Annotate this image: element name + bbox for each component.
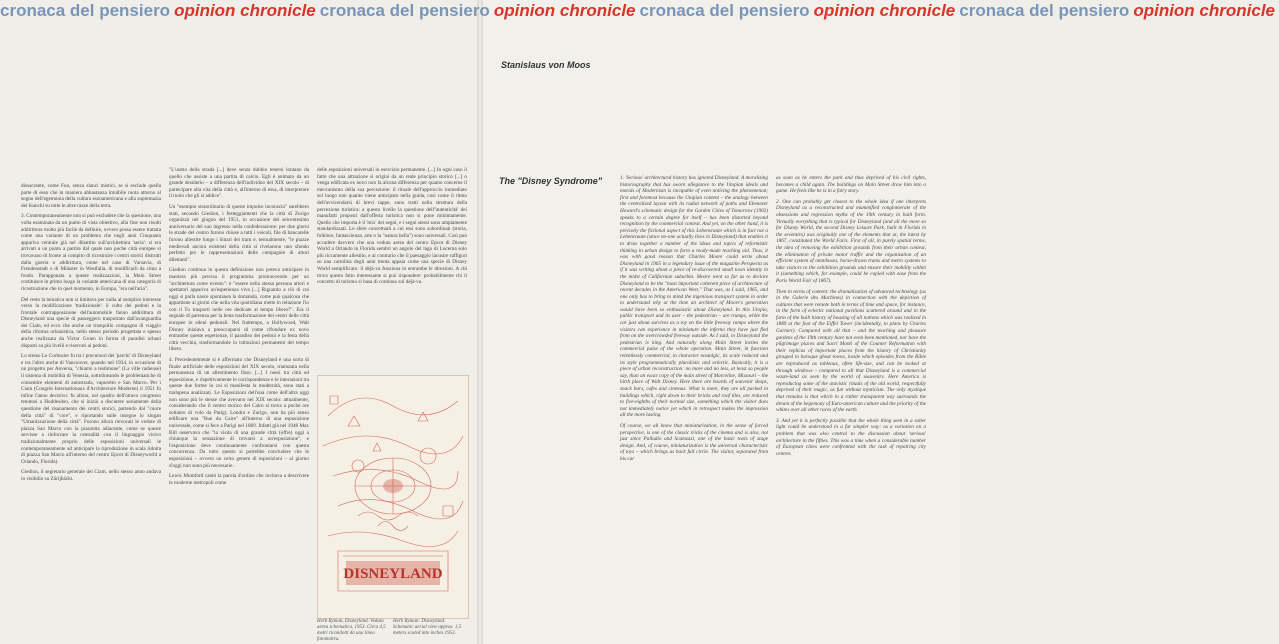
- banner-item-it: cronaca del pensiero: [959, 1, 1130, 20]
- paragraph: Giedion, il segretario generale dei Ciam, nello stesso anno andava in visibilio su Zürijbäckt.: [21, 469, 161, 482]
- paragraph: Of course, we all know that miniaturization, in the sense of forced perspective, is one of the classic tricks of the cinema and is also, not just since Palladio and Scamozzi, one of the basic tools of stage design. And, of course, miniaturization is the universal characteristic of toys – which brings us back full circle. The visitor, separated from his car: [620, 422, 768, 462]
- paragraph: delle esposizioni universali in esercizio permanente. [...] In ogni caso il fatto che una attrazione si origini da un reale principio storico [...] o venga edificata ex novo non fa alcuna differenza per quanto concerne il meccanismo della sua percezione: il rituale dell'approccio immediato sul luogo non quanto viene anticipato nella guida, così come il ritmo dell'avvicendarsi di brevi tappe, sono tratti nella struttura della percezione turistica: a questo livello la questione dell''autenticità' dei manufatti proposti dall'offerta turistica non si pone minimamente. Quello che importa è il 'mix' dei segni, e i segni stessi sono ampiamente standardizzati. Le sfere concettuali a cui essi sono subordinati (storia, folklore, fantascienza, arte o la "natura bella") sono universali. Così può accadere davvero che una veduta aerea del centro Epcot di Disney World a Orlando in Florida sembri un angolo del lago di Lucerna solo più riccamente allestito, e al contrario che il paesaggio lacustre raffiguri su una cartolina degli anni trenta appaia come una specie di Disney World semplificato: il déjà-vu funziona in entrambe le direzioni. A chi trova questo fatto interessante si può rispondere: probabilmente chi il concetto di turismo si basa di continuo sul déjà-vu.: [317, 167, 467, 286]
- header-banner: [0, 0, 1275, 22]
- paragraph: as soon as he enters the park and thus deprived of his civil rights, becomes a child again. The buildings on Main Street draw him into a game. He feels like he is in a fairy story.: [776, 175, 926, 195]
- disneyland-map-illustration: [317, 375, 469, 619]
- paragraph: 3. Contemporaneamente non si può escludere che la questione, una volta esaminata da un punto di vista obiettivo, alla fine non risulti addirittura molto più facile da definire, ovvero possa essere trattata come una variante di un problema che negli anni Cinquanta appariva centrale già nel dibattito sull'architettura 'seria': si era arrivati a un punto a partire dal quale non poche città europee si trovavano di fronte al compito di ricostruire i centri storici distrutti dalla guerra o addirittura, come nel caso di Varsavia, di Freudenstadt o di Münster in Westfalia, di modificarli da cima a fondo. Parapgonata a queste realizzazioni, la Main Street costituisce in primo luogo la variante americana di una categoria di ricostruzione che in quel momento, in Europa, "era nell'aria".: [21, 213, 161, 292]
- banner-item-en: opinion chronicle: [1133, 1, 1275, 20]
- right-column-1: [620, 175, 768, 638]
- paragraph: 3. And yet it is perfectly possible that the whole thing seen in a sober light could be understood in a far simpler way: as a variation on a problem that was also central to the discussion about 'serious' architecture in the fifties. This was a time when a considerable number of European cities were confronted with the task of repairing city centres: [776, 417, 926, 457]
- paragraph: 1. 'Serious' architectural history has ignored Disneyland. A moralizing historiography that has sworn allegiance to the Utopian ideals and morals of Modernism is incapable of even noticing the phenomenon; first and foremost because the Utopian content – the analogy between the centralized layout with its radial network of paths and Ebenezer Howard's schematic design for the Garden Cities of Tomorrow (1902) speaks to a certain degree for itself – has been distorted beyond recognition by the commercial context. And yet, on the other hand, it is precisely the fictional aspect of this Lebensraum which is in fact not a Lebensraum (since no-one actually lives in Disneyland) that enables it to draw together a number of the ideas and topics of reformistic thinking in urban design to form a ready-made teaching aid. Thus, it was with good reason that Charles Moore could write about Disneyland in 1965 in a legendary issue of the magazine Perspecta as if it was writing about a piece of re-discovered small town identity in the midst of Californian suburbia. Moore went so far as to declare Disneyland to be the "most important coherent piece of architecture of recent decades in the American West." That was, as I said, 1965, and one only has to bring to mind the ingenious transport system in order to understand why at the time an architect of Moore's generation would have been so enthusiastic about Disneyland. In this Utopia, public transport and its user – the pedestrian – are trumps, while the car just about survives as a toy on the little freeway ramps where the visitors can experience in miniature the inferno they have just fled from on the overcrowded freeway outside. As I said, in Disneyland the pedestrian is king. And naturally along Main Street invites the commercial pulse of the whole operation. Main Street, in function relentlessly commercial, in character nostalgic, its scale reduced and its style programmatically pluralistic and eclectic. Basically, it is a piece of urban reconstruction: no more and no less, at least so people say, than an exact copy of the main street of Marceline, Missouri – the birth place of Walt Disney. Here there are hoards of souvenir shops, snack bars, cafes and cinemas. What is more, they are all packed in buildings which, right down to their bricks and roof tiles, are reduced to five-eighths of their normal size, something which the visitor does not immediately notice yet which in retrospect makes the impression all the more lasting.: [620, 175, 768, 419]
- banner-item-en: opinion chronicle: [813, 1, 956, 20]
- banner-item-it: cronaca del pensiero: [319, 1, 490, 20]
- banner-item-it: cronaca del pensiero: [0, 1, 171, 20]
- left-column-1: [21, 183, 161, 638]
- banner-item-en: opinion chronicle: [493, 1, 636, 20]
- banner-item-it: cronaca del pensiero: [639, 1, 810, 20]
- paragraph: Lo stesso Le Corbusier fu tra i precursori dei 'parchi' di Disneyland e tra l'altro anche di Vancouver, quando nel 1934, in occasione di un progetto per Anversa, "chiamò a testimone" (La ville radieuse) il sistema di mobilità di Venezia, sottolineando le problematiche di consentire elementi di autostrada, vaporetto e San Marco. Per i Ciam (Congrès Internationaux d'Architecture Moderne) il 1951 fu infine l'anno decisivo: fu allora, nel quadro dell'ottavo congresso tenutosi a Hoddesdon, che si iniziò a discutere seriamente della questione del risanamento dei centri storici, partendo dal "cuore della città" di "core", e riportando sulle insegne lo slogan "Umanizzazione della città". Furono allora rievocati le vedute di piazza San Marco con la piazzetta adiacente, come se queste servisse a rinforzare la centralità con il linguaggio visivo tradizionalmente proprio delle esposizioni universali le contemporaneamente ad anticipare la riproduzione in scala ridotta di piazza San Marco all'interno del centro Epcot di Disneyworld a Orlando, Florida).: [21, 353, 161, 465]
- banner-item-en: opinion chronicle: [174, 1, 316, 20]
- paragraph: "L'uomo della strada [...] deve senza dubbio tenersi lontano da quello che assiste a una partita di calcio. Egli è animato da un grande desiderio – a differenza dell'individuo del XIX secolo – di partecipare alla vita della città e, all'interno di essa, di interpretare il ruolo che gli si addice".: [169, 167, 309, 200]
- paragraph: 4. Precedentemente si è affermato che Disneyland è una sorta di finale artificiale delle esposizioni del XIX secolo, tramutata nella permanenza di un allestimento fisso. [...] I nessi tra città ed esposizione, e rispettivamente le corrispondenze e le interazioni tra queste due forme in cui si manifesta la modernità, sono stati a malapena analizzati. Le Esposizioni dell'una come dell'altra oggi non sono più le stesse che avevano nel XIX secolo: attualmente, considerando che il centro storico del Cairo si trova a poche ore soltanto di volo da Parigi, Londra e Zurigo, non ha più senso edificare una "Rue du Caire" all'interno di una esposizione universale, come si fece a Parigi nel 1889. Infatti già nel 1948 Max Bill osservava che "la visita di una grande città (offre) oggi a chiunque la sensazione di trovarsi a un'esposizione", e l'esposizione deve continuamente confrontarsi con questa concorrenza. Da tutto questo si potrebbe concludere che le esposizioni – ovvero un certo genere di esposizioni – al giorno d'oggi non sono più necessarie.: [169, 357, 309, 469]
- right-column-2: [776, 175, 926, 638]
- left-column-3: [317, 167, 467, 372]
- paragraph: Giedion continua in questa definizione non poteva anticipare in maniera più precisa il programma promuovendo per un "architettura come evento": è "essere nella stessa persona attori e spettatori appariva un'esperienza viva [...] Riguardo a ciò di cui oggi si parla nasce spontanea la domanda, come può qualcosa che appartiene ai giorni che nella vita quotidiana mette in relazione l'io con il Tu trasporti nelle ore dedicate al tempo libero?". Era il segnale di partenza per la lenta trasformazione dei centri delle città europee in edeni pedonali. Nel frattempo, a Hollywood, Walt Disney iniziava a preoccuparsi di come rifondare ex novo entrambe queste esperienze, il paradiso dei pedoni e la festa della città vecchia, trasformandole in istituzioni permanenti del tempo libero.: [169, 267, 309, 353]
- left-column-2: [169, 167, 309, 638]
- caption-english: Herb Ryman: Disneyland. Schematic aerial view approx. 1,5 meters scaled into inches 1953.: [393, 619, 462, 636]
- page-gutter: [477, 0, 483, 644]
- paragraph: dissacrante, come Fun, senza slanci mistici, se si esclude quella parte di esso che in maniera abbastanza intuibile ruota attorno al sogno dell'egemonia della cultura euroamericana e alla supremazia dei bianchi su tutte le altre razze della terra.: [21, 183, 161, 209]
- paragraph: 2. One can probably get closest to the whole idea if one interprets Disneyland as a reconstructed and mummified conglomerate of the obsessions and regression myths of the 19th century in built form. Virtually everything that is typical for Disneyland (and all the more so for Disney World, the second Disney Leisure Park, built in Florida in the seventies) was originally one of the elements that at, the latest by 1867, constituted the World Fairs. First of all, in purely spatial terms, the idea of removing the exhibition grounds from their urban context, the elimination of private motor traffic and the organization of an efficient system of omnibuses, horse-drawn trams and metro systems to take visitors to the exhibition grounds and ensure their mobility within it (something which, for example, could be copied with ease from the Paris World Fair of 1867).: [776, 198, 926, 284]
- paragraph: Un "esempio straordinario di queste impulso inconscio" sarebbero stati, secondo Giedion, i festeggiamenti che la città di Zurigo organizzò nel giugno del 1951, in occasione del seicentesimo anniversario del suo ingresso nella confederazione: per due giorni le strade del centro furono chiuse a tutti i veicoli, file di bancarelle furono allestite lungo i binari dei tram e, testualmente, "le piazze medievali ancora esistenti della città si rivelarono uno sfondo perfetto per le rappresentazioni delle compagnie di attori dilettanti".: [169, 203, 309, 263]
- paragraph: Lewis Mumford cantò la parola d'ordine che invitava a descrivere le moderne metropoli come: [169, 473, 309, 486]
- paragraph: Del resto la tematica non si limitava per nulla al semplice interesse verso la modificazione 'tradizionale': il culto dei pedoni e la frontale contrapposizione dell'automobile fanno addirittura di Disneyland una specie di passeggero trasportato dall'avanguardia dei Ciam, ed ecco che anche un tranquillo compagno di viaggio della riforma urbanistica, nello stesso periodo progettata e spesso anche realizzata da Victor Gruen in forma di paradisi urbani disposti su più livelli e riservati ai pedoni.: [21, 296, 161, 349]
- map-disneyland-label: DISNEYLAND: [343, 566, 443, 582]
- author-name: Stanislaus von Moos: [501, 60, 591, 70]
- paragraph: Then in terms of content: the dramatisation of advanced technology (as in the Galerie des Machines) in connection with the depiction of cultures that were remote both in terms of time and space, for instance, in the form of eclectic national pavilions scattered around and in the form of the built history of housing of all nations which was realized in 1889 at the foot of the Eiffel Tower (incidentally, to plans by Charles Garnier). Compared with all that – and the teaching and pleasure gardens of the 19th century have not even been mentioned, nor have the pilgrimage places and Sacri Monti of the Counter Reformation with their replicas of important places from the history of Christianity grouped in baroque ghost towns, inside which episodes from the Bible are reproduced as tableaux, often life-size, and can be looked at through windows – compared to all that Disneyland is a commercial waste-land as seen by the world of souvenirs. Here America is reproducing some of the atavistic rituals of the old world, respectfully deprived of their magic, as fun without mysticism. The only mystique that remains is that which in a rather transparent way surrounds the dream of the hegemony of Euro-american culture and the priority of the whites over all other races of the earth.: [776, 288, 926, 414]
- caption-italian: Herb Ryman, Disneyland. Veduta aerea schematica, 1953. Circa 4,5 metri ricondotti da una linea fotomotiva.: [317, 619, 386, 642]
- article-title: The "Disney Syndrome": [499, 176, 603, 186]
